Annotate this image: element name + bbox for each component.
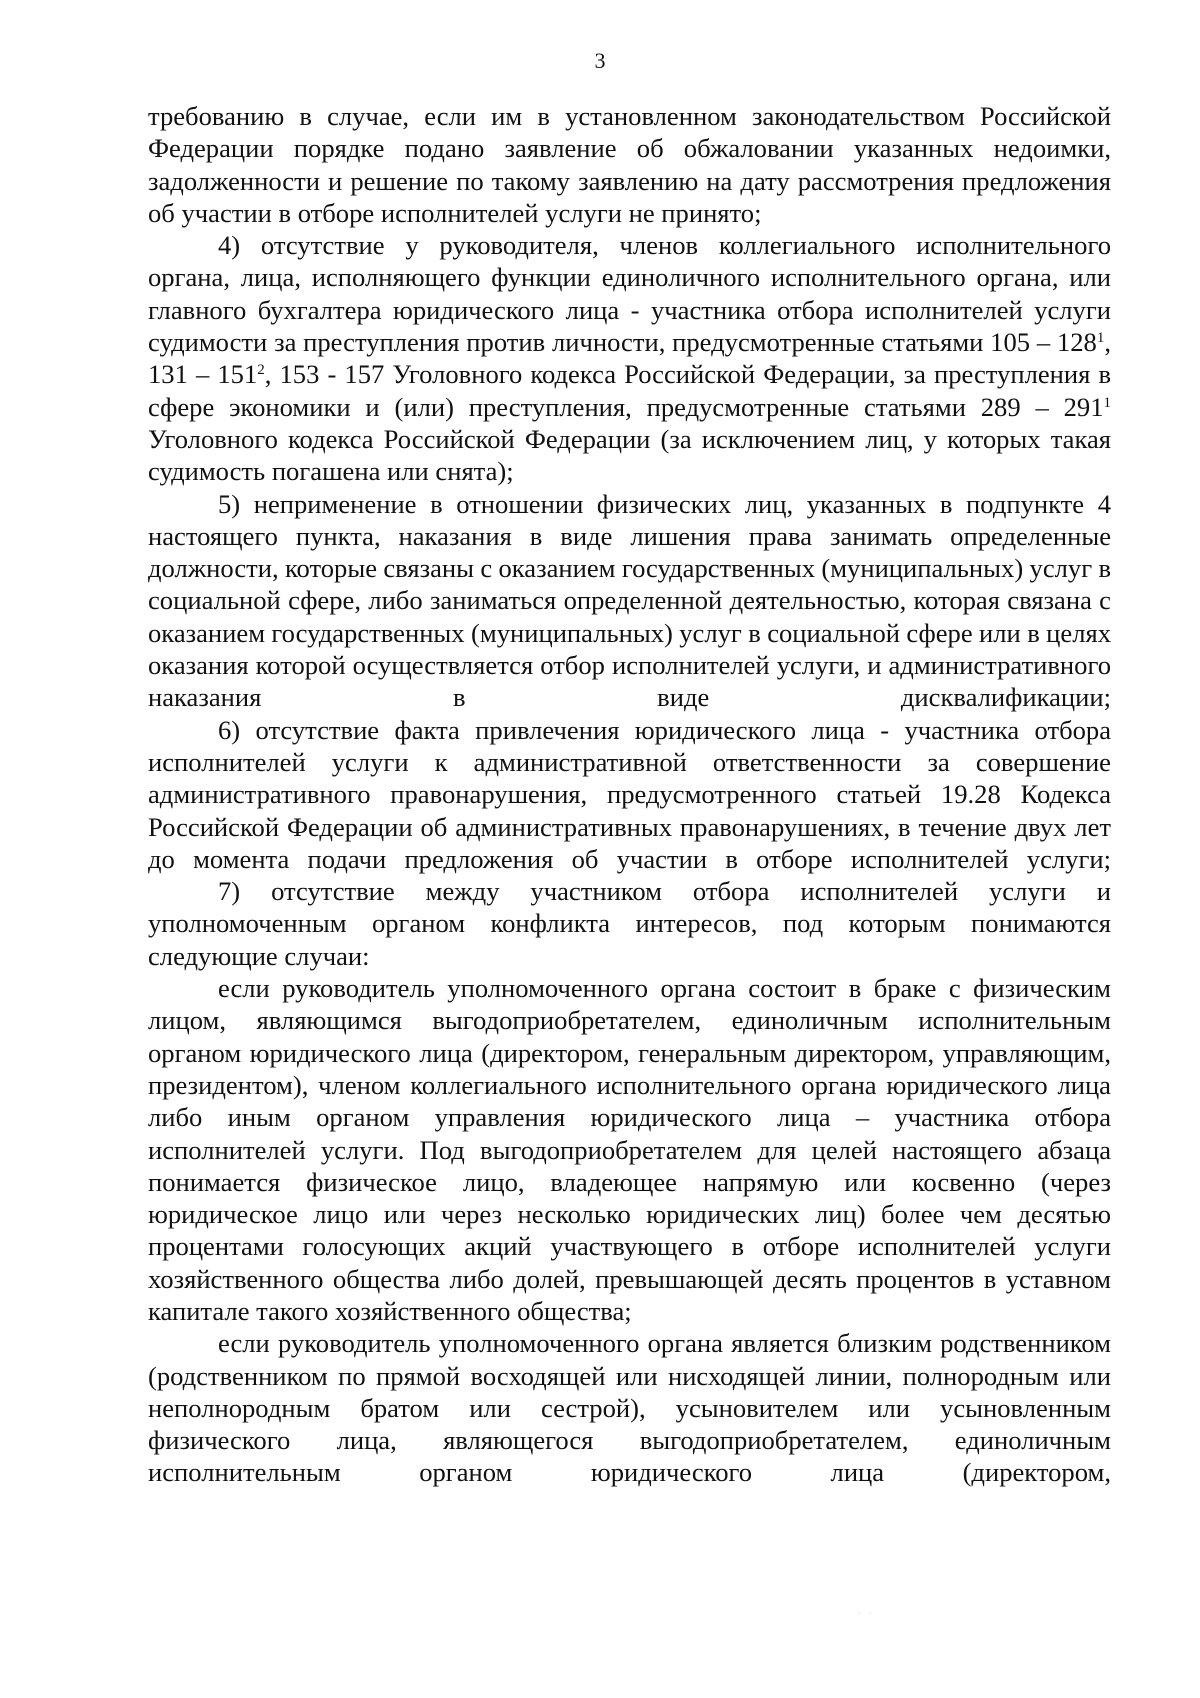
item-4-superscript-2: 2 bbox=[257, 362, 265, 379]
paragraph-item-5: 5) неприменение в отношении физических лиц, указанных в подпункте 4 настоящего пункта, наказания в виде лишения права занимать определенные должности, которые связаны с оказанием государственных (муниципальных) услуг в социальной сфере, либо заниматься определенной деятельностью, которая связана с оказанием государственных (муниципальных) услуг в социальной сфере или в целях оказания которой осуществляется отбор исполнителей услуги, и административного наказания в виде дисквалификации; bbox=[148, 488, 1111, 713]
item-4-superscript-3: 1 bbox=[1103, 394, 1111, 411]
document-body bbox=[148, 100, 1111, 1489]
paragraph-conflict-case-1: если руководитель уполномоченного органа состоит в браке с физическим лицом, являющимся выгодоприобретателем, единоличным исполнительным органом юридического лица (директором, генеральным директором, управляющим, президентом), членом коллегиального исполнительного органа юридического лица либо иным органом управления юридического лица – участника отбора исполнителей услуги. Под выгодоприобретателем для целей настоящего абзаца понимается физическое лицо, владеющее напрямую или косвенно (через юридическое лицо или через несколько юридических лиц) более чем десятью процентами голосующих акций участвующего в отборе исполнителей услуги хозяйственного общества либо долей, превышающей десять процентов в уставном капитале такого хозяйственного общества; bbox=[148, 973, 1111, 1326]
item-4-text-part-1: 4) отсутствие у руководителя, членов коллегиального исполнительного органа, лица, исполняющего функции единоличного исполнительного органа, или главного бухгалтера юридического лица - участника отбора исполнителей услуги судимости за преступления против личности, предусмотренные статьями 105 – 128 bbox=[148, 230, 1111, 358]
paragraph-item-4 bbox=[148, 229, 1111, 487]
paragraph-item-7: 7) отсутствие между участником отбора исполнителей услуги и уполномоченным органом конфликта интересов, под которым понимаются следующие случаи: bbox=[148, 876, 1111, 971]
paragraph-item-6: 6) отсутствие факта привлечения юридического лица - участника отбора исполнителей услуги к административной ответственности за совершение административного правонарушения, предусмотренного статьей 19.28 Кодекса Российской Федерации об административных правонарушениях, в течение двух лет до момента подачи предложения об участии в отборе исполнителей услуги; bbox=[148, 714, 1111, 874]
item-4-superscript-1: 1 bbox=[1096, 330, 1105, 347]
scan-speck: · · bbox=[858, 1609, 875, 1618]
paragraph-conflict-case-2: если руководитель уполномоченного органа является близким родственником (родственником по прямой восходящей или нисходящей линии, полнородным или неполнородным братом или сестрой), усыновителем или усыновленным физического лица, являющегося выгодоприобретателем, единоличным исполнительным органом юридического лица (директором, bbox=[148, 1328, 1111, 1488]
item-4-text-part-2: , 131 – 151 bbox=[148, 327, 1111, 390]
item-4-text-part-4: Уголовного кодекса Российской Федерации (за исключением лиц, у которых такая судимость погашена или снята); bbox=[148, 423, 1111, 487]
paragraph-continuation: требованию в случае, если им в установленном законодательством Российской Федерации порядке подано заявление об обжаловании указанных недоимки, задолженности и решение по такому заявлению на дату рассмотрения предложения об участии в отборе исполнителей услуги не принято; bbox=[148, 101, 1111, 228]
item-4-text-part-3: , 153 - 157 Уголовного кодекса Российской Федерации, за преступления в сфере экономики и (или) преступления, предусмотренные статьями 289 – 291 bbox=[148, 359, 1111, 422]
page-number: 3 bbox=[594, 48, 606, 73]
